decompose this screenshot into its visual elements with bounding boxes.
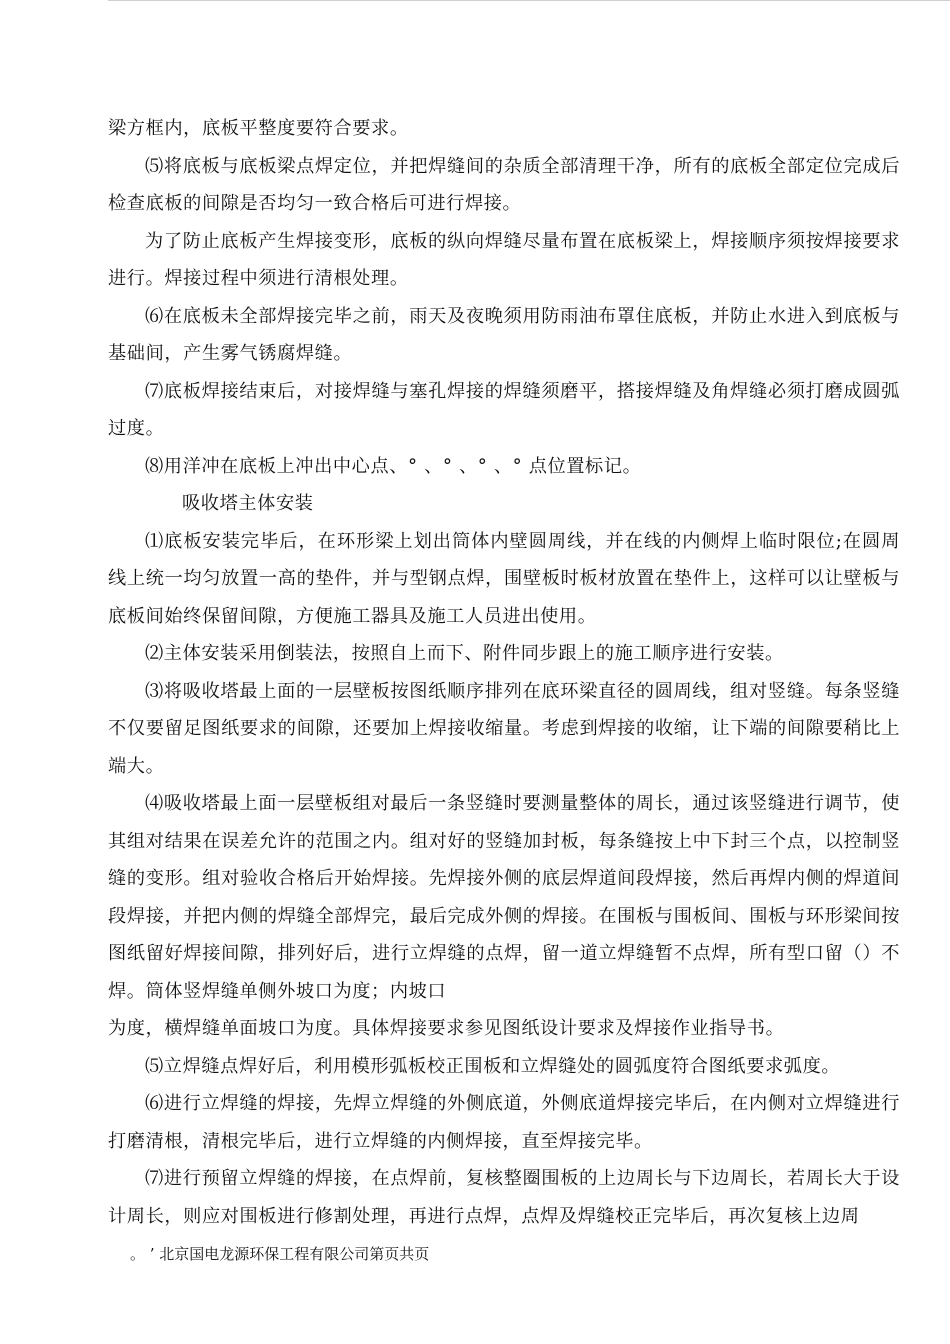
- paragraph-6: ⑻用洋冲在底板上冲出中心点、° 、° 、° 、° 点位置标记。: [145, 455, 642, 477]
- top-border-line: [108, 0, 950, 1]
- paragraph-10: ⑷吸收塔最上面一层壁板组对最后一条竖缝时要测量整体的周长，通过该竖缝进行调节，使其组对结果在误差允许的范围之内。组对好的竖缝加封板，每条缝按上中下封三个点，以控制竖缝的变形。组对验收合格后开始焊接。先焊接外侧的底层焊道间段焊接，然后再焊内侧的焊道间段焊接，并把内侧的焊缝全部焊完，最后完成外侧的焊接。在围板与围板间、围板与环形梁间按图纸留好焊接间隙，排列好后，进行立焊缝的点焊，留一道立焊缝暂不点焊，所有型口留（）不焊。筒体竖焊缝单侧外坡口为度；内坡口: [108, 793, 900, 1002]
- page-footer: 。 ’ 北京国电龙源环保工程有限公司第页共页: [130, 1245, 430, 1263]
- paragraph-5: ⑺底板焊接结束后，对接焊缝与塞孔焊接的焊缝须磨平，搭接焊缝及角焊缝必须打磨成圆弧过度。: [108, 380, 900, 439]
- paragraph-9: ⑶将吸收塔最上面的一层壁板按图纸顺序排列在底环梁直径的圆周线，组对竖缝。每条竖缝不仅要留足图纸要求的间隙，还要加上焊接收缩量。考虑到焊接的收缩，让下端的间隙要稍比上端大。: [108, 680, 900, 777]
- paragraph-4: ⑹在底板未全部焊接完毕之前，雨天及夜晚须用防雨油布罩住底板，并防止水进入到底板与基础间，产生雾气锈腐焊缝。: [108, 305, 900, 364]
- paragraph-11: 为度，横焊缝单面坡口为度。具体焊接要求参见图纸设计要求及焊接作业指导书。: [108, 1018, 785, 1039]
- section-heading: 吸收塔主体安装: [182, 493, 314, 514]
- paragraph-13: ⑹进行立焊缝的焊接，先焊立焊缝的外侧底道，外侧底道焊接完毕后，在内侧对立焊缝进行打磨清根，清根完毕后，进行立焊缝的内侧焊接，直至焊接完毕。: [108, 1093, 900, 1152]
- paragraph-7: ⑴底板安装完毕后，在环形梁上划出筒体内壁圆周线，并在线的内侧焊上临时限位;在圆周线上统一均匀放置一高的垫件，并与型钢点焊，围壁板时板材放置在垫件上，这样可以让壁板与底板间始终保留间隙，方便施工器具及施工人员进出使用。: [108, 530, 900, 627]
- paragraph-3: 为了防止底板产生焊接变形，底板的纵向焊缝尽量布置在底板梁上，焊接顺序须按焊接要求进行。焊接过程中须进行清根处理。: [108, 230, 900, 289]
- document-body: [108, 110, 900, 1235]
- paragraph-1: 梁方框内，底板平整度要符合要求。: [108, 118, 409, 139]
- paragraph-12: ⑸立焊缝点焊好后，利用模形弧板校正围板和立焊缝处的圆弧度符合图纸要求弧度。: [145, 1055, 841, 1077]
- paragraph-2: ⑸将底板与底板梁点焊定位，并把焊缝间的杂质全部清理干净，所有的底板全部定位完成后检查底板的间隙是否均匀一致合格后可进行焊接。: [108, 155, 900, 214]
- paragraph-14: ⑺进行预留立焊缝的焊接，在点焊前，复核整圈围板的上边周长与下边周长，若周长大于设计周长，则应对围板进行修割处理，再进行点焊，点焊及焊缝校正完毕后，再次复核上边周: [108, 1168, 900, 1227]
- paragraph-8: ⑵主体安装采用倒装法，按照自上而下、附件同步跟上的施工顺序进行安装。: [145, 643, 784, 664]
